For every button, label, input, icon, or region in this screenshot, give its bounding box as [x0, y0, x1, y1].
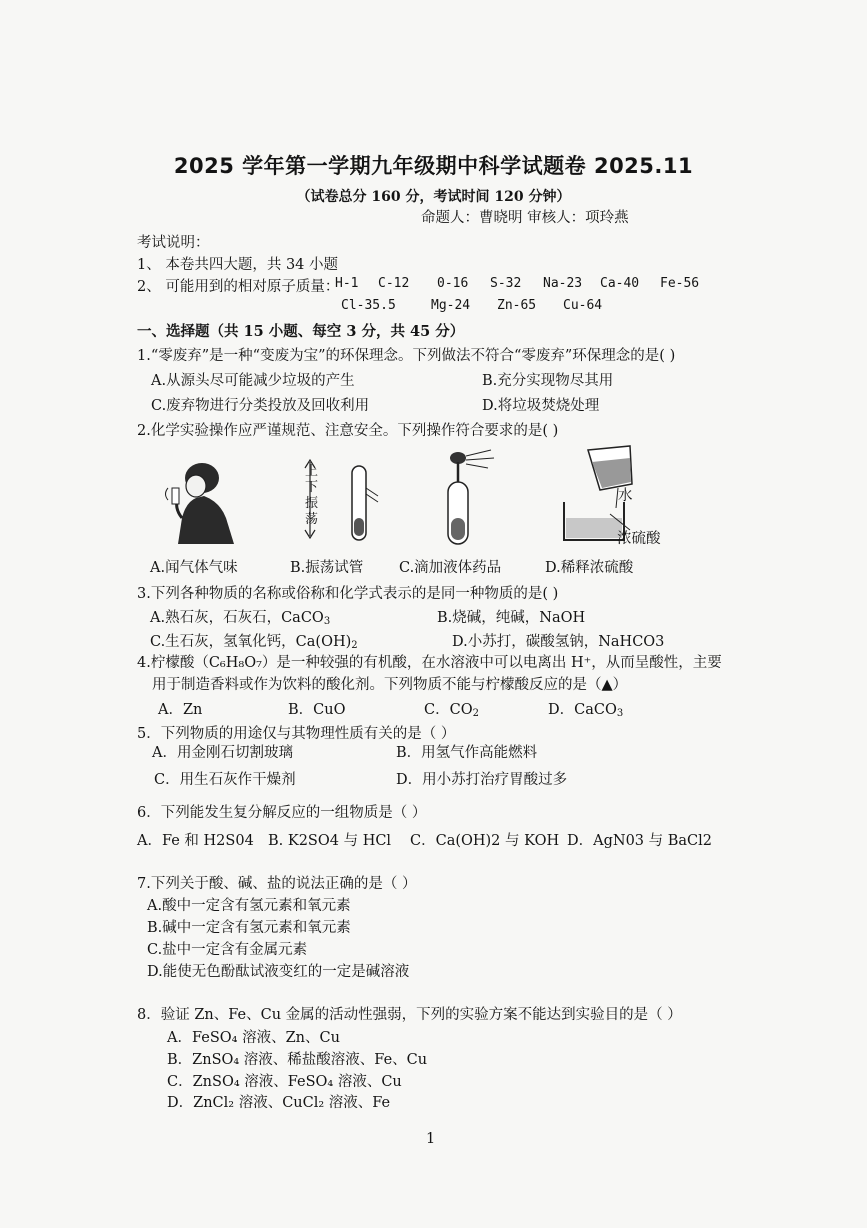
q5-option-b: B．用氢气作高能燃料 — [396, 745, 538, 761]
smelling-gas-figure — [160, 456, 238, 546]
q1-option-a: A.从源头尽可能减少垃圾的产生 — [151, 373, 355, 389]
dropper-figure — [436, 448, 506, 548]
q7-option-d: D.能使无色酚酞试液变红的一定是碱溶液 — [147, 964, 410, 980]
water-label: 水 — [618, 488, 633, 504]
q3-option-b: B.烧碱，纯碱，NaOH — [437, 610, 586, 626]
acid-label: 浓硫酸 — [617, 531, 661, 547]
q1-option-d: D.将垃圾焚烧处理 — [482, 398, 600, 414]
mass-c: C-12 — [378, 276, 410, 291]
mass-cl: Cl-35.5 — [341, 298, 396, 313]
authors: 命题人：曹晓明 审核人：项玲燕 — [421, 210, 629, 226]
mass-s: S-32 — [490, 276, 522, 291]
exam-subtitle: （试卷总分 160 分，考试时间 120 分钟） — [296, 189, 571, 205]
section-heading: 一、选择题（共 15 小题、每空 3 分，共 45 分） — [137, 323, 465, 340]
q4-option-b: B．CuO — [288, 702, 346, 718]
mass-fe: Fe-56 — [660, 276, 700, 291]
q2-option-d: D.稀释浓硫酸 — [545, 560, 634, 576]
mass-cu: Cu-64 — [563, 298, 603, 313]
q3-option-a: A.熟石灰，石灰石，CaCO$_3$ — [150, 610, 331, 627]
page-number: 1 — [426, 1131, 436, 1147]
instruction-line-2: 2、 可能用到的相对原子质量： — [137, 279, 340, 295]
q5-stem: 5．下列物质的用途仅与其物理性质有关的是（ ） — [137, 726, 456, 742]
q2-option-c: C.滴加液体药品 — [399, 560, 502, 576]
instructions-heading: 考试说明： — [137, 235, 210, 251]
q6-option-a: A．Fe 和 H2S04 — [137, 833, 254, 849]
shake-direction-label: 上下振荡 — [305, 464, 319, 527]
q7-option-c: C.盐中一定含有金属元素 — [147, 942, 308, 958]
q4-stem-line-2: 用于制造香料或作为饮料的酸化剂。下列物质不能与柠檬酸反应的是（▲） — [152, 677, 628, 693]
q7-stem: 7.下列关于酸、碱、盐的说法正确的是（ ） — [137, 876, 417, 892]
q4-option-a: A．Zn — [158, 702, 203, 718]
q5-option-a: A．用金刚石切割玻璃 — [152, 745, 293, 761]
q1-stem: 1.“零废弃”是一种“变废为宝”的环保理念。下列做法不符合“零废弃”环保理念的是( ) — [137, 348, 676, 364]
q6-option-c: C．Ca(OH)2 与 KOH — [410, 833, 560, 849]
q5-option-d: D．用小苏打治疗胃酸过多 — [396, 772, 568, 788]
q3-option-c: C.生石灰，氢氧化钙，$Ca(OH)_2$ — [150, 634, 358, 651]
q7-option-a: A.酸中一定含有氢元素和氧元素 — [147, 898, 351, 914]
q8-option-b: B．ZnSO₄ 溶液、稀盐酸溶液、Fe、Cu — [167, 1052, 428, 1068]
q4-stem-line-1: 4.柠檬酸（C₆H₈O₇）是一种较强的有机酸，在水溶液中可以电离出 H⁺，从而呈酸性，主要 — [137, 655, 722, 671]
mass-mg: Mg-24 — [431, 298, 471, 313]
instruction-line-1: 1、 本卷共四大题，共 34 小题 — [137, 257, 339, 273]
q1-option-c: C.废弃物进行分类投放及回收利用 — [151, 398, 370, 414]
mass-zn: Zn-65 — [497, 298, 537, 313]
mass-na: Na-23 — [543, 276, 583, 291]
q8-stem: 8．验证 Zn、Fe、Cu 金属的活动性强弱，下列的实验方案不能达到实验目的是（ ） — [137, 1007, 682, 1023]
q4-option-c: C．$CO_2$ — [424, 702, 479, 719]
q4-option-d: D．CaCO$_3$ — [548, 702, 624, 719]
q3-option-d: D.小苏打，碳酸氢钠，NaHCO3 — [452, 634, 665, 650]
q8-option-d: D．ZnCl₂ 溶液、CuCl₂ 溶液、Fe — [167, 1095, 391, 1111]
q3-stem: 3.下列各种物质的名称或俗称和化学式表示的是同一种物质的是( ) — [137, 586, 559, 602]
mass-h: H-1 — [335, 276, 359, 291]
q2-option-a: A.闻气体气味 — [150, 560, 238, 576]
q6-option-d: D．AgN03 与 BaCl2 — [567, 833, 712, 849]
q8-option-a: A．FeSO₄ 溶液、Zn、Cu — [167, 1030, 340, 1046]
q2-option-b: B.振荡试管 — [290, 560, 364, 576]
q1-option-b: B.充分实现物尽其用 — [482, 373, 614, 389]
q8-option-c: C．ZnSO₄ 溶液、FeSO₄ 溶液、Cu — [167, 1074, 402, 1090]
q6-option-b: B. K2SO4 与 HCl — [268, 833, 392, 849]
q2-stem: 2.化学实验操作应严谨规范、注意安全。下列操作符合要求的是( ) — [137, 423, 559, 439]
q7-option-b: B.碱中一定含有氢元素和氧元素 — [147, 920, 351, 936]
mass-ca: Ca-40 — [600, 276, 640, 291]
mass-o: 0-16 — [437, 276, 469, 291]
exam-title: 2025 学年第一学期九年级期中科学试题卷 2025.11 — [173, 154, 694, 178]
q6-stem: 6．下列能发生复分解反应的一组物质是（ ） — [137, 805, 427, 821]
q5-option-c: C．用生石灰作干燥剂 — [154, 772, 296, 788]
